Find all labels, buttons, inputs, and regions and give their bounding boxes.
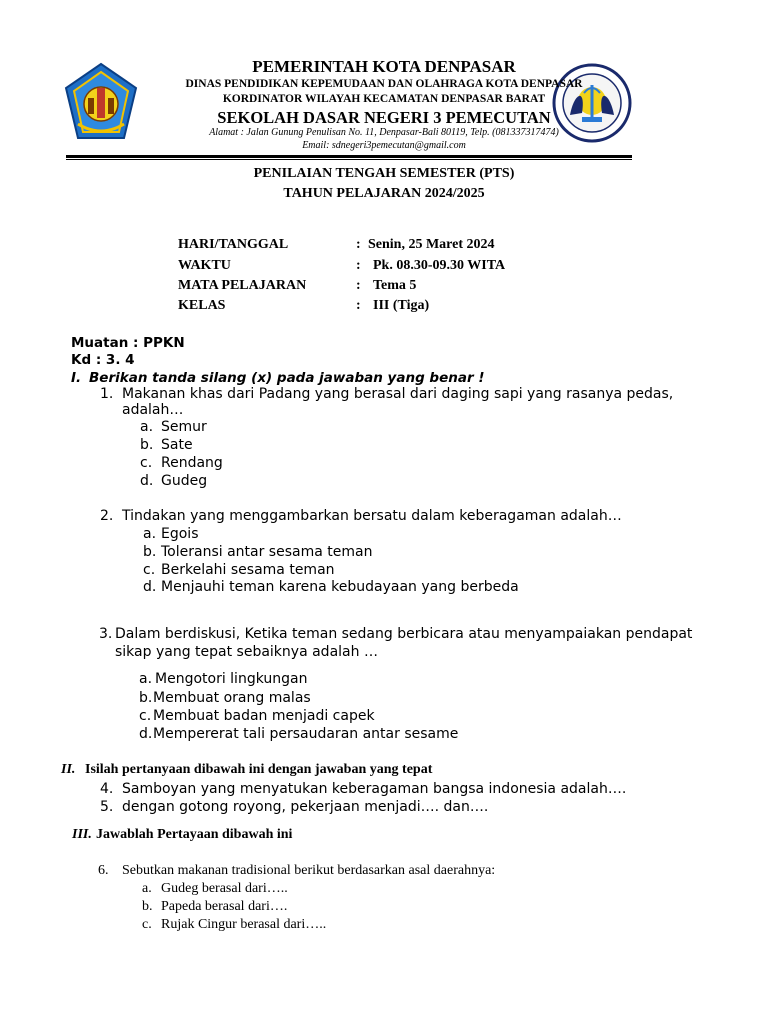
option-text: Rendang <box>161 455 223 471</box>
option-text: Mengotori lingkungan <box>155 671 308 687</box>
letterhead-government: PEMERINTAH KOTA DENPASAR <box>252 57 516 76</box>
option-text: Egois <box>161 526 199 542</box>
section1-instruction: Berikan tanda silang (x) pada jawaban yang benar ! <box>89 370 485 386</box>
option-text: Gudeg <box>161 473 208 489</box>
question-text: dengan gotong royong, pekerjaan menjadi…. dan…. <box>122 799 489 815</box>
question-text-continued: sikap yang tepat sebaiknya adalah … <box>115 644 378 660</box>
option-text: Membuat badan menjadi capek <box>153 708 375 724</box>
exam-title: PENILAIAN TENGAH SEMESTER (PTS) <box>253 166 515 181</box>
option-text: Gudeg berasal dari….. <box>161 881 288 896</box>
letterhead-divider-thick <box>66 155 632 158</box>
option-text: Rujak Cingur berasal dari….. <box>161 917 327 932</box>
option-letter: c. <box>142 917 152 932</box>
info-colon: : <box>356 258 361 273</box>
section1-numeral: I. <box>71 370 82 386</box>
option-letter: d. <box>143 579 157 595</box>
info-colon: : <box>356 237 361 252</box>
option-letter: d. <box>140 473 154 489</box>
question-text-continued: adalah… <box>122 402 184 418</box>
option-text: Toleransi antar sesama teman <box>161 544 373 560</box>
kd-label: Kd : 3. 4 <box>71 352 135 368</box>
info-value: Pk. 08.30-09.30 WITA <box>373 258 506 273</box>
section2-instruction: Isilah pertanyaan dibawah ini dengan jawaban yang tepat <box>85 762 433 777</box>
question-text: Sebutkan makanan tradisional berikut berdasarkan asal daerahnya: <box>122 863 496 878</box>
info-label: WAKTU <box>178 258 231 273</box>
question-number: 2. <box>100 508 114 524</box>
info-label: HARI/TANGGAL <box>178 237 289 252</box>
info-colon: : <box>356 298 361 313</box>
question-number: 3. <box>99 626 113 642</box>
question-text: Tindakan yang menggambarkan bersatu dalam keberagaman adalah… <box>122 508 622 524</box>
option-letter: b. <box>142 899 153 914</box>
info-colon: : <box>356 278 361 293</box>
option-letter: a. <box>143 526 157 542</box>
option-letter: a. <box>139 671 153 687</box>
info-value: Senin, 25 Maret 2024 <box>368 237 495 252</box>
question-number: 6. <box>98 863 109 878</box>
section3-instruction: Jawablah Pertayaan dibawah ini <box>96 827 293 842</box>
option-letter: b. <box>143 544 157 560</box>
option-letter: a. <box>142 881 152 896</box>
letterhead-school-name: SEKOLAH DASAR NEGERI 3 PEMECUTAN <box>217 108 551 127</box>
question-number: 1. <box>100 386 114 402</box>
question-text: Samboyan yang menyatukan keberagaman bangsa indonesia adalah…. <box>122 781 627 797</box>
option-text: Membuat orang malas <box>153 690 311 706</box>
letterhead-address: Alamat : Jalan Gunung Penulisan No. 11, Denpasar-Bali 80119, Telp. (081337317474) <box>209 127 559 138</box>
option-text: Menjauhi teman karena kebudayaan yang berbeda <box>161 579 519 595</box>
option-letter: c. <box>140 455 153 471</box>
letterhead-email: Email: sdnegeri3pemecutan@gmail.com <box>302 140 466 151</box>
option-text: Papeda berasal dari…. <box>161 899 288 914</box>
option-text: Sate <box>161 437 193 453</box>
option-text: Mempererat tali persaudaran antar sesame <box>153 726 459 742</box>
question-text: Dalam berdiskusi, Ketika teman sedang berbicara atau menyampaiakan pendapat <box>115 626 693 642</box>
option-letter: d. <box>139 726 153 742</box>
option-letter: c. <box>143 562 156 578</box>
info-value: III (Tiga) <box>373 298 430 313</box>
option-letter: b. <box>140 437 154 453</box>
letterhead-coordinator: KORDINATOR WILAYAH KECAMATAN DENPASAR BARAT <box>222 93 546 105</box>
exam-year: TAHUN PELAJARAN 2024/2025 <box>283 186 485 201</box>
option-text: Semur <box>161 419 207 435</box>
info-label: KELAS <box>178 298 226 313</box>
option-text: Berkelahi sesama teman <box>161 562 335 578</box>
question-number: 4. <box>100 781 114 797</box>
letterhead-department: DINAS PENDIDIKAN KEPEMUDAAN DAN OLAHRAGA KOTA DENPASAR <box>185 78 583 90</box>
option-letter: b. <box>139 690 153 706</box>
option-letter: a. <box>140 419 154 435</box>
letterhead-divider-thin <box>66 159 632 160</box>
question-number: 5. <box>100 799 114 815</box>
option-letter: c. <box>139 708 152 724</box>
section3-numeral: III. <box>72 827 92 842</box>
question-text: Makanan khas dari Padang yang berasal dari daging sapi yang rasanya pedas, <box>122 386 674 402</box>
info-value: Tema 5 <box>373 278 417 293</box>
section2-numeral: II. <box>61 762 76 777</box>
info-label: MATA PELAJARAN <box>178 278 307 293</box>
muatan-label: Muatan : PPKN <box>71 335 185 351</box>
